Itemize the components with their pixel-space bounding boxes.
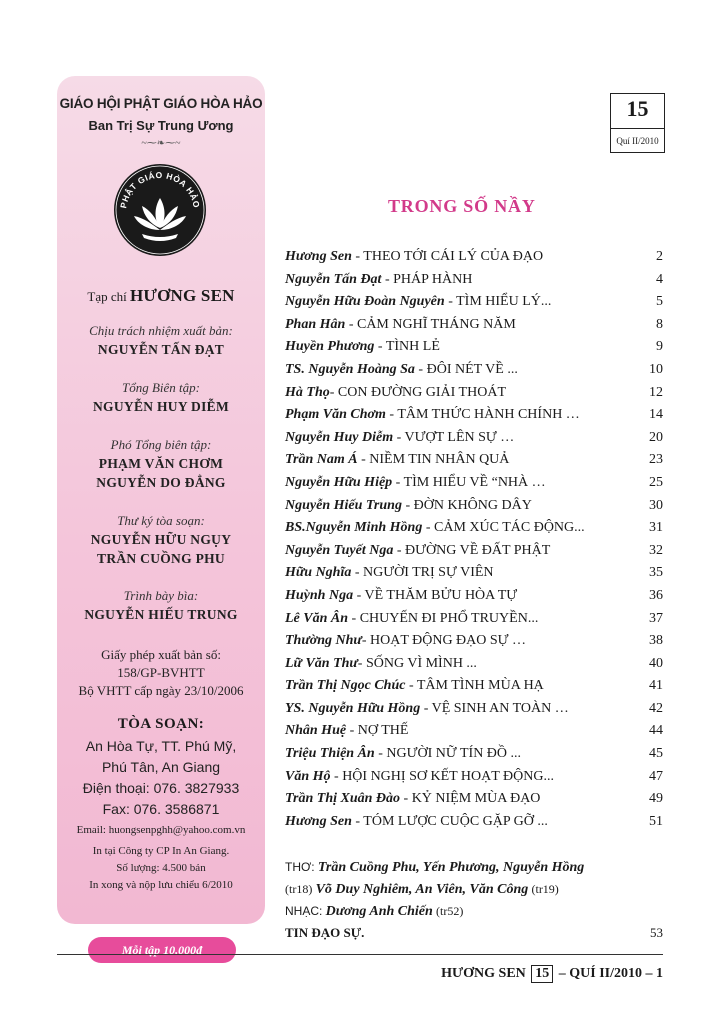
print-line-2: Số lượng: 4.500 bản bbox=[116, 862, 206, 874]
toc-author: Trần Thị Xuân Đào bbox=[285, 791, 401, 807]
toc-article-title: THEO TỚI CÁI LÝ CỦA ĐẠO bbox=[363, 249, 544, 264]
toc-entry bbox=[285, 585, 663, 608]
toc-author: Nguyễn Huy Diễm bbox=[285, 429, 394, 445]
toc-article-title: TÌNH LẺ bbox=[385, 339, 440, 355]
toc-article-title: VƯỢT LÊN SỰ … bbox=[404, 429, 515, 445]
toc-title: TRONG SỐ NẦY bbox=[388, 196, 536, 216]
poetry-names-1: Trần Cuồng Phu, Yến Phương, Nguyễn Hồng bbox=[317, 860, 585, 875]
price-badge: Mỗi tập 10.000đ bbox=[88, 937, 236, 963]
editor-name: NGUYỄN HUY DIỄM bbox=[93, 399, 229, 414]
toc-article-title: VỆ SINH AN TOÀN … bbox=[431, 700, 569, 716]
toc-page-number: 12 bbox=[649, 384, 663, 400]
toc-author: Nguyễn Tấn Đạt bbox=[285, 271, 382, 287]
toc-author: Thường Như bbox=[285, 633, 362, 649]
toc-separator: - bbox=[374, 339, 386, 355]
toc-entry bbox=[285, 562, 663, 585]
poetry-page-ref-2: (tr19) bbox=[531, 882, 559, 896]
poetry-label: THƠ: bbox=[285, 860, 315, 874]
toc-article-title: CẢM XÚC TÁC ĐỘNG... bbox=[434, 520, 585, 536]
news-row bbox=[285, 922, 663, 944]
deputy-name-1: PHẠM VĂN CHƠM bbox=[98, 456, 224, 471]
email-address: Email: huongsenpghh@yahoo.com.vn bbox=[76, 824, 246, 836]
toc-entry bbox=[285, 382, 663, 405]
deputy-role: Phó Tổng biên tập: bbox=[110, 437, 212, 452]
toc-page-number: 31 bbox=[649, 520, 663, 536]
secretary-name-1: NGUYỄN HỮU NGỤY bbox=[90, 532, 232, 547]
toc-author: Phạm Văn Chơm bbox=[285, 407, 386, 423]
poetry-names-2: Võ Duy Nghiêm, An Viên, Văn Công bbox=[315, 882, 529, 897]
poetry-row-1 bbox=[285, 856, 663, 878]
editor-role: Tổng Biên tập: bbox=[122, 380, 200, 395]
toc-author: Hà Thọ bbox=[285, 384, 330, 400]
issue-divider bbox=[611, 128, 664, 129]
toc-article-title: ĐƯỜNG VỀ ĐẤT PHẬT bbox=[405, 542, 551, 558]
toc-article-title: TÓM LƯỢC CUỘC GẶP GỠ ... bbox=[363, 813, 548, 829]
toc-author: Hương Sen bbox=[285, 813, 352, 829]
table-of-contents bbox=[285, 246, 663, 833]
toc-page-number: 49 bbox=[649, 791, 663, 807]
toc-article-title: TÂM THỨC HÀNH CHÍNH … bbox=[397, 407, 580, 423]
fax-number: Fax: 076. 3586871 bbox=[102, 801, 220, 817]
issue-quarter: Quí II/2010 bbox=[616, 136, 659, 146]
cover-role: Trình bày bìa: bbox=[123, 588, 199, 603]
toc-separator: - bbox=[381, 271, 394, 287]
toc-page-number: 42 bbox=[649, 700, 663, 716]
print-line-3: In xong và nộp lưu chiểu 6/2010 bbox=[89, 879, 233, 891]
magazine-label bbox=[57, 286, 265, 306]
toc-article-title: NGƯỜI NỮ TÍN ĐỒ ... bbox=[386, 746, 522, 762]
credits-section bbox=[285, 856, 663, 944]
toc-separator: - bbox=[374, 746, 387, 762]
secretary-name-2: TRẦN CUỒNG PHU bbox=[97, 551, 225, 566]
toc-article-title: NỢ THẾ bbox=[357, 723, 409, 739]
toc-page-number: 9 bbox=[656, 339, 663, 355]
toc-separator: - bbox=[348, 610, 360, 626]
cover-name: NGUYỄN HIẾU TRUNG bbox=[84, 607, 238, 622]
toc-page-number: 44 bbox=[649, 723, 663, 739]
toc-page-number: 4 bbox=[656, 271, 663, 287]
toc-page-number: 41 bbox=[649, 678, 663, 694]
toc-separator: - bbox=[353, 587, 365, 603]
toc-separator: - bbox=[401, 497, 414, 513]
toc-page-number: 37 bbox=[649, 610, 663, 626]
lotus-logo-icon bbox=[112, 160, 208, 256]
toc-separator: - bbox=[346, 723, 358, 739]
toc-author: Phan Hân bbox=[285, 316, 346, 332]
toc-author: BS.Nguyễn Minh Hồng bbox=[285, 520, 423, 536]
page-footer bbox=[441, 965, 663, 983]
toc-author: TS. Nguyễn Hoàng Sa bbox=[285, 361, 415, 377]
toc-entry bbox=[285, 291, 663, 314]
music-label: NHẠC: bbox=[285, 904, 323, 918]
toc-article-title: VỀ THĂM BỬU HÒA TỰ bbox=[364, 587, 518, 603]
magazine-name: HƯƠNG SEN bbox=[129, 286, 235, 305]
toc-separator: - bbox=[444, 294, 457, 310]
toc-entry bbox=[285, 246, 663, 269]
toc-entry bbox=[285, 314, 663, 337]
toc-author: Nguyễn Hữu Hiệp bbox=[285, 474, 393, 490]
logo-text: PHẬT GIÁO HÒA HẢO bbox=[118, 169, 202, 209]
toc-article-title: PHÁP HÀNH bbox=[393, 271, 473, 287]
music-row bbox=[285, 900, 663, 922]
toc-separator: - bbox=[357, 655, 366, 671]
toc-page-number: 35 bbox=[649, 565, 663, 581]
masthead-panel bbox=[57, 76, 265, 924]
footer-rule bbox=[57, 954, 663, 955]
toc-entry bbox=[285, 720, 663, 743]
toc-page-number: 51 bbox=[649, 813, 663, 829]
publisher-role: Chịu trách nhiệm xuất bản: bbox=[89, 323, 233, 338]
toc-entry bbox=[285, 653, 663, 676]
toc-author: Huyền Phương bbox=[285, 339, 375, 355]
license-line-3: Bộ VHTT cấp ngày 23/10/2006 bbox=[78, 683, 244, 698]
toc-author: Lê Văn Ân bbox=[285, 610, 349, 626]
toc-article-title: TÌM HIỂU LÝ... bbox=[456, 294, 552, 310]
license-line-2: 158/GP-BVHTT bbox=[117, 665, 205, 680]
toc-page-number: 40 bbox=[649, 655, 663, 671]
toc-separator: - bbox=[345, 316, 357, 332]
toc-author: Trần Nam Á bbox=[285, 452, 358, 468]
deputy-name-2: NGUYỄN DO ĐẲNG bbox=[96, 475, 226, 490]
toc-entry bbox=[285, 404, 663, 427]
toc-entry bbox=[285, 449, 663, 472]
toc-entry bbox=[285, 472, 663, 495]
toc-article-title: TÂM TÌNH MÙA HẠ bbox=[416, 678, 544, 694]
toc-separator: - bbox=[405, 678, 417, 694]
toc-entry bbox=[285, 698, 663, 721]
toc-article-title: TÌM HIỂU VỀ “NHÀ … bbox=[403, 474, 546, 490]
toc-article-title: NIỀM TIN NHÂN QUẢ bbox=[369, 452, 510, 468]
toc-page-number: 32 bbox=[649, 542, 663, 558]
toc-article-title: SỐNG VÌ MÌNH ... bbox=[365, 655, 477, 671]
toc-author: Hữu Nghĩa bbox=[285, 565, 352, 581]
toc-page-number: 30 bbox=[649, 497, 663, 513]
toc-author: Lữ Văn Thư bbox=[285, 655, 358, 671]
poetry-row-2 bbox=[285, 878, 663, 900]
toc-author: Nhân Huệ bbox=[285, 723, 347, 739]
toc-separator: - bbox=[351, 249, 364, 264]
toc-entry bbox=[285, 788, 663, 811]
toc-article-title: CON ĐƯỜNG GIẢI THOÁT bbox=[337, 384, 506, 400]
toc-separator: - bbox=[400, 791, 412, 807]
toc-article-title: KỶ NIỆM MÙA ĐẠO bbox=[411, 791, 541, 807]
toc-page-number: 10 bbox=[649, 361, 663, 377]
poetry-page-ref-1: (tr18) bbox=[285, 882, 313, 896]
toc-entry bbox=[285, 336, 663, 359]
toc-separator: - bbox=[420, 700, 432, 716]
magazine-prefix: Tạp chí bbox=[87, 289, 127, 304]
print-line-1: In tại Công ty CP In An Giang. bbox=[92, 845, 230, 857]
toc-author: Trần Thị Ngọc Chúc bbox=[285, 678, 406, 694]
toc-article-title: ĐÔI NÉT VỀ ... bbox=[426, 361, 518, 377]
toc-author: Nguyễn Hữu Đoàn Nguyên bbox=[285, 294, 445, 310]
music-name: Dương Anh Chiến bbox=[325, 904, 433, 919]
toc-page-number: 20 bbox=[649, 429, 663, 445]
toc-author: Nguyễn Hiếu Trung bbox=[285, 497, 402, 513]
toc-author: Huỳnh Nga bbox=[285, 587, 354, 603]
address-line-2: Phú Tân, An Giang bbox=[101, 759, 221, 775]
ornament-divider: ~⁓❧⁓~ bbox=[141, 138, 181, 149]
toc-page-number: 5 bbox=[656, 294, 663, 310]
toc-entry bbox=[285, 766, 663, 789]
news-page: 53 bbox=[650, 925, 663, 940]
publisher-name: NGUYỄN TẤN ĐẠT bbox=[97, 342, 225, 357]
toc-separator: - bbox=[351, 813, 364, 829]
issue-box bbox=[610, 93, 665, 153]
footer-page: 1 bbox=[656, 966, 663, 981]
toc-page-number: 38 bbox=[649, 633, 663, 649]
toc-page-number: 14 bbox=[649, 407, 663, 423]
footer-magazine: HƯƠNG SEN bbox=[441, 966, 526, 981]
toc-article-title: HOẠT ĐỘNG ĐẠO SỰ … bbox=[369, 633, 527, 649]
toc-separator: - bbox=[329, 384, 338, 400]
toc-entry bbox=[285, 811, 663, 834]
footer-quarter: – QUÍ II/2010 – bbox=[558, 966, 653, 981]
toc-page-number: 23 bbox=[649, 452, 663, 468]
toc-author: YS. Nguyễn Hữu Hồng bbox=[285, 700, 421, 716]
toc-separator: - bbox=[393, 429, 405, 445]
footer-issue: 15 bbox=[531, 965, 553, 983]
toc-article-title: ĐỜN KHÔNG DÂY bbox=[413, 497, 532, 513]
toc-page-number: 8 bbox=[656, 316, 663, 332]
toc-page-number: 2 bbox=[656, 249, 663, 264]
toc-separator: - bbox=[393, 542, 406, 558]
toc-entry bbox=[285, 427, 663, 450]
toc-author: Triệu Thiện Ân bbox=[285, 746, 375, 762]
phone-number: Điện thoại: 076. 3827933 bbox=[82, 780, 240, 796]
organization-name: GIÁO HỘI PHẬT GIÁO HÒA HẢO bbox=[59, 96, 263, 111]
toc-page-number: 25 bbox=[649, 474, 663, 490]
organization-subtitle: Ban Trị Sự Trung Ương bbox=[88, 118, 234, 133]
office-title: TÒA SOẠN: bbox=[117, 716, 205, 732]
toc-entry bbox=[285, 675, 663, 698]
toc-separator: - bbox=[385, 407, 398, 423]
toc-separator: - bbox=[392, 474, 404, 490]
toc-entry bbox=[285, 540, 663, 563]
toc-page-number: 45 bbox=[649, 746, 663, 762]
toc-separator: - bbox=[414, 361, 427, 377]
news-label: TIN ĐẠO SỰ. bbox=[285, 925, 365, 940]
issue-number: 15 bbox=[626, 96, 649, 121]
license-line-1: Giấy phép xuất bản số: bbox=[101, 647, 221, 662]
toc-entry bbox=[285, 359, 663, 382]
toc-entry bbox=[285, 495, 663, 518]
toc-separator: - bbox=[357, 452, 370, 468]
toc-article-title: NGƯỜI TRỊ SỰ VIÊN bbox=[363, 565, 494, 581]
toc-entry bbox=[285, 743, 663, 766]
toc-article-title: CẢM NGHĨ THÁNG NĂM bbox=[356, 316, 516, 332]
toc-entry bbox=[285, 608, 663, 631]
toc-entry bbox=[285, 630, 663, 653]
secretary-role: Thư ký tòa soạn: bbox=[117, 513, 205, 528]
toc-page-number: 47 bbox=[649, 768, 663, 784]
toc-author: Hương Sen bbox=[285, 249, 352, 264]
address-line-1: An Hòa Tự, TT. Phú Mỹ, bbox=[85, 738, 237, 754]
toc-entry bbox=[285, 269, 663, 292]
toc-author: Nguyễn Tuyết Nga bbox=[285, 542, 394, 558]
music-page-ref: (tr52) bbox=[436, 904, 464, 918]
toc-separator: - bbox=[330, 768, 343, 784]
toc-article-title: HỘI NGHỊ SƠ KẾT HOẠT ĐỘNG... bbox=[342, 768, 554, 784]
toc-page-number: 36 bbox=[649, 587, 663, 603]
toc-entry bbox=[285, 517, 663, 540]
toc-separator: - bbox=[351, 565, 364, 581]
toc-separator: - bbox=[361, 633, 370, 649]
toc-author: Văn Hộ bbox=[285, 768, 331, 784]
toc-separator: - bbox=[422, 520, 434, 536]
toc-article-title: CHUYẾN ĐI PHỔ TRUYỀN... bbox=[359, 610, 539, 626]
